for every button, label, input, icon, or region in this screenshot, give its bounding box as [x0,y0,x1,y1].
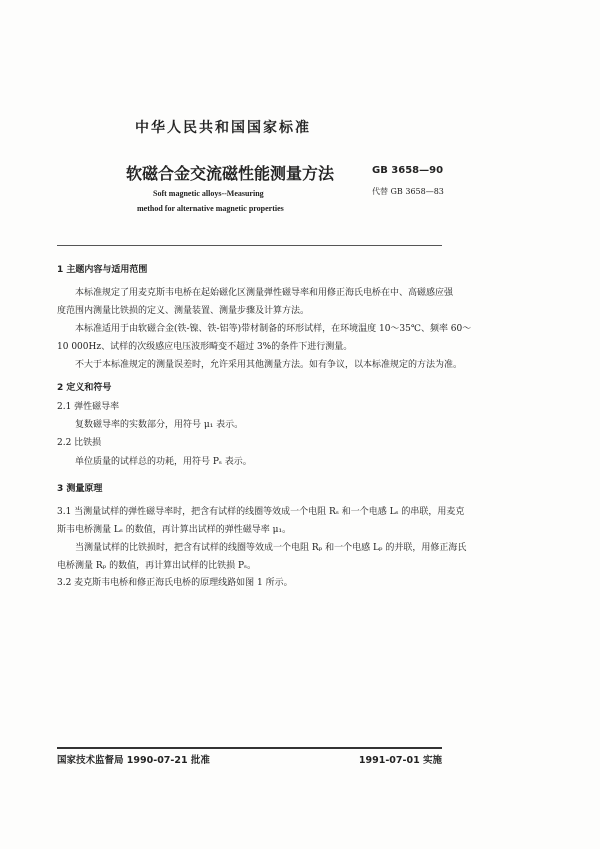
title-en-line1: Soft magnetic alloys--Measuring [153,189,264,198]
paragraph-line: 度范围内测量比铁损的定义、测量装置、测量步骤及计算方法。 [57,306,310,316]
effective-date: 1991-07-01 实施 [358,755,442,766]
clause-3-2: 3.2 麦克斯韦电桥和修正海氏电桥的原理线路如图 1 所示。 [57,578,293,588]
paragraph-line: 本标准适用于由软磁合金(铁-镍、铁-铝等)带材制备的环形试样，在环境温度 10～35℃、频率 60～ [75,324,472,334]
issuing-org: 中华人民共和国国家标准 [135,120,311,136]
section-3-heading: 3 测量原理 [57,484,103,494]
section-1-heading: 1 主题内容与适用范围 [57,265,148,275]
title-cn: 软磁合金交流磁性能测量方法 [126,164,335,183]
paragraph-line: 10 000Hz、试样的次级感应电压波形畸变不超过 3%的条件下进行测量。 [57,342,353,352]
footer-divider [57,747,442,749]
title-en-line2: method for alternative magnetic properties [137,204,284,213]
section-2-heading: 2 定义和符号 [57,383,112,393]
replaces-standard: 代替 GB 3658—83 [372,187,444,196]
paragraph-line: 单位质量的试样总的功耗，用符号 Pₛ 表示。 [75,457,252,467]
paragraph-line: 复数磁导率的实数部分，用符号 μ₁ 表示。 [75,420,244,430]
header-divider [57,245,442,246]
paragraph-line: 当测量试样的比铁损时，把含有试样的线圈等效成一个电阻 Rₚ 和一个电感 Lₚ 的并联，用修正海氏 [75,543,467,553]
clause-3-1: 3.1 当测量试样的弹性磁导率时，把含有试样的线圈等效成一个电阻 Rₛ 和一个电感 Lₛ 的串联，用麦克 [57,507,465,517]
clause-2-2: 2.2 比铁损 [57,438,102,448]
standard-number: GB 3658—90 [372,165,444,176]
paragraph-line: 不大于本标准规定的测量误差时，允许采用其他测量方法。如有争议，以本标准规定的方法为准。 [75,360,463,370]
clause-2-1: 2.1 弹性磁导率 [57,402,120,412]
paragraph-line: 本标准规定了用麦克斯韦电桥在起始磁化区测量弹性磁导率和用修正海氏电桥在中、高磁感应强 [75,288,454,298]
paragraph-line: 斯韦电桥测量 Lₛ 的数值，再计算出试样的弹性磁导率 μ₁。 [57,525,292,535]
paragraph-line: 电桥测量 Rₚ 的数值，再计算出试样的比铁损 Pₛ。 [57,561,257,571]
approval-date: 国家技术监督局 1990-07-21 批准 [57,755,210,766]
